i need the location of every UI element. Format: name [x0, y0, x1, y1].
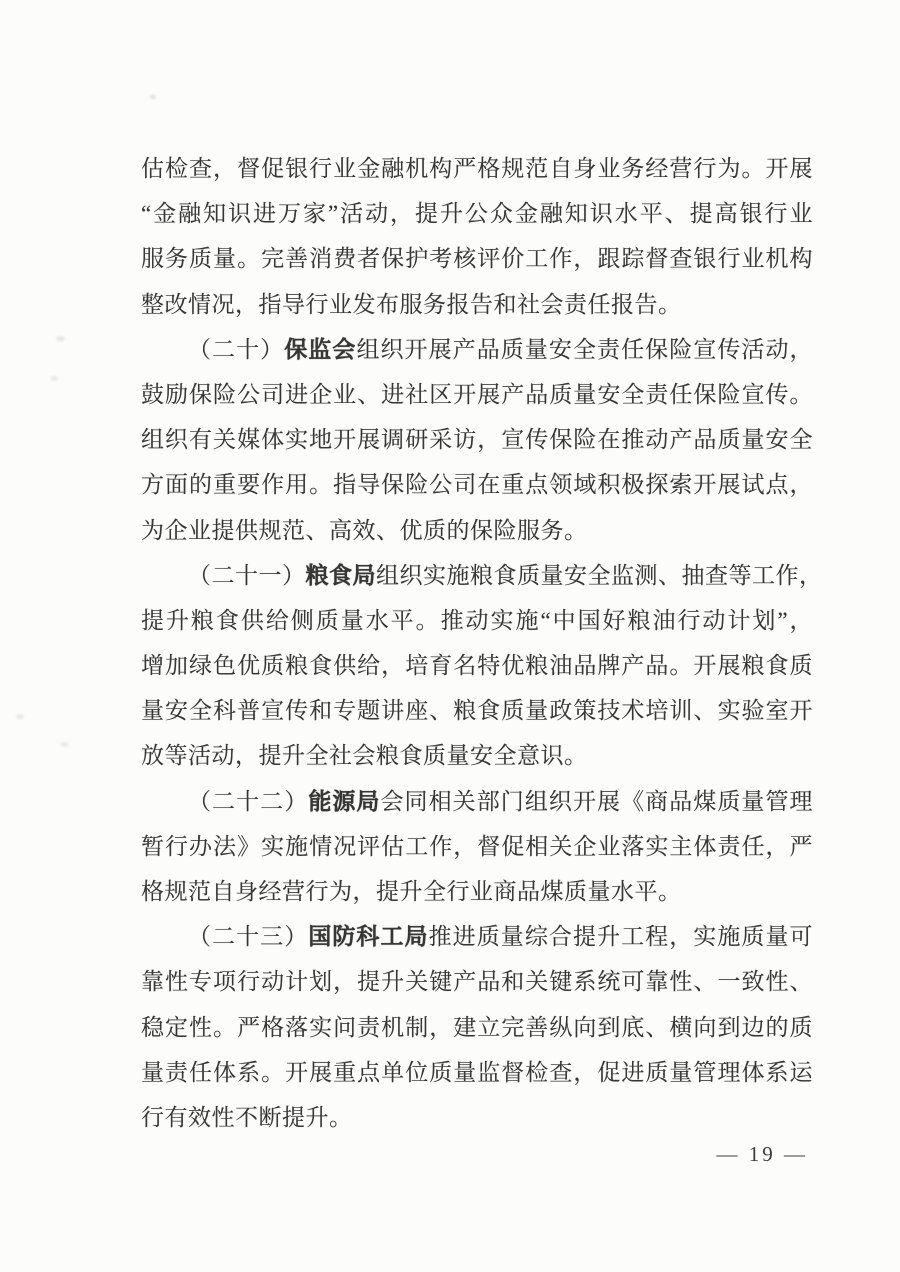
text-line — [141, 1050, 813, 1095]
text-segment: 组织开展产品质量安全责任保险宣传活动， — [356, 336, 814, 362]
text-segment: （二十） — [188, 336, 285, 362]
text-line — [141, 236, 813, 281]
text-segment: （二十二） — [188, 788, 309, 814]
text-segment: 格规范自身经营行为，提升全行业商品煤质量水平。 — [141, 879, 682, 904]
text-line — [141, 417, 813, 462]
text-segment: 量责任体系。开展重点单位质量监督检查，促进质量管理体系运 — [141, 1059, 813, 1085]
text-segment: 行有效性不断提升。 — [141, 1104, 353, 1130]
scan-artifact — [50, 376, 58, 381]
agency-name: 粮食局 — [305, 562, 376, 588]
text-line — [141, 869, 813, 914]
text-segment: 组织有关媒体实地开展调研采访，宣传保险在推动产品质量安全 — [141, 427, 813, 453]
agency-name: 保监会 — [284, 336, 357, 362]
text-segment: “金融知识进万家”活动，提升公众金融知识水平、提高银行业 — [141, 201, 813, 227]
text-line — [141, 959, 813, 1004]
scan-artifact — [60, 742, 69, 747]
text-segment: 鼓励保险公司进企业、进社区开展产品质量安全责任保险宣传。 — [141, 381, 813, 407]
text-segment: 靠性专项行动计划，提升关键产品和关键系统可靠性、一致性、 — [141, 969, 813, 995]
text-line — [141, 688, 813, 733]
agency-name: 国防科工局 — [308, 924, 429, 950]
text-segment: 量安全科普宣传和专题讲座、粮食质量政策技术培训、实验室开 — [141, 698, 813, 724]
text-segment: 方面的重要作用。指导保险公司在重点领域积极探索开展试点， — [141, 472, 813, 498]
text-line — [141, 733, 813, 778]
text-segment: 推进质量综合提升工程，实施质量可 — [428, 924, 814, 950]
text-line — [141, 824, 813, 869]
text-line — [141, 779, 813, 824]
text-segment: （二十一） — [188, 562, 306, 588]
text-line — [141, 1005, 813, 1050]
text-segment: 增加绿色优质粮食供给，培育名特优粮油品牌产品。开展粮食质 — [141, 653, 813, 679]
text-line — [141, 146, 813, 191]
text-segment: 暂行办法》实施情况评估工作，督促相关企业落实主体责任，严 — [141, 833, 813, 859]
text-segment: 估检查，督促银行业金融机构严格规范自身业务经营行为。开展 — [141, 156, 813, 181]
text-line — [141, 1095, 813, 1140]
scan-artifact — [16, 714, 24, 719]
scan-artifact — [56, 336, 65, 341]
text-segment: 整改情况，指导行业发布服务报告和社会责任报告。 — [141, 291, 682, 317]
scan-artifact — [150, 95, 156, 99]
text-line — [141, 643, 813, 688]
text-segment: 稳定性。严格落实问责机制，建立完善纵向到底、横向到边的质 — [141, 1014, 813, 1040]
text-segment: 组织实施粮食质量安全监测、抽查等工作， — [376, 562, 823, 588]
text-line — [141, 191, 813, 236]
text-line — [141, 372, 813, 417]
scan-artifact — [452, 292, 457, 296]
text-line — [141, 282, 813, 327]
text-line — [141, 914, 813, 959]
agency-name: 能源局 — [308, 788, 381, 814]
page-number: — 19 — — [716, 1142, 808, 1166]
text-line — [141, 462, 813, 507]
text-line — [141, 598, 813, 643]
text-segment: 为企业提供规范、高效、优质的保险服务。 — [141, 517, 588, 543]
document-body — [141, 146, 823, 1140]
text-segment: 服务质量。完善消费者保护考核评价工作，跟踪督查银行业机构 — [141, 246, 813, 272]
text-line — [141, 327, 813, 372]
text-segment: 会同相关部门组织开展《商品煤质量管理 — [380, 788, 814, 814]
text-segment: 放等活动，提升全社会粮食质量安全意识。 — [141, 743, 588, 769]
text-line — [141, 553, 823, 598]
text-segment: （二十三） — [188, 924, 309, 950]
text-line — [141, 508, 813, 553]
text-segment: 提升粮食供给侧质量水平。推动实施“中国好粮油行动计划”， — [141, 607, 813, 633]
